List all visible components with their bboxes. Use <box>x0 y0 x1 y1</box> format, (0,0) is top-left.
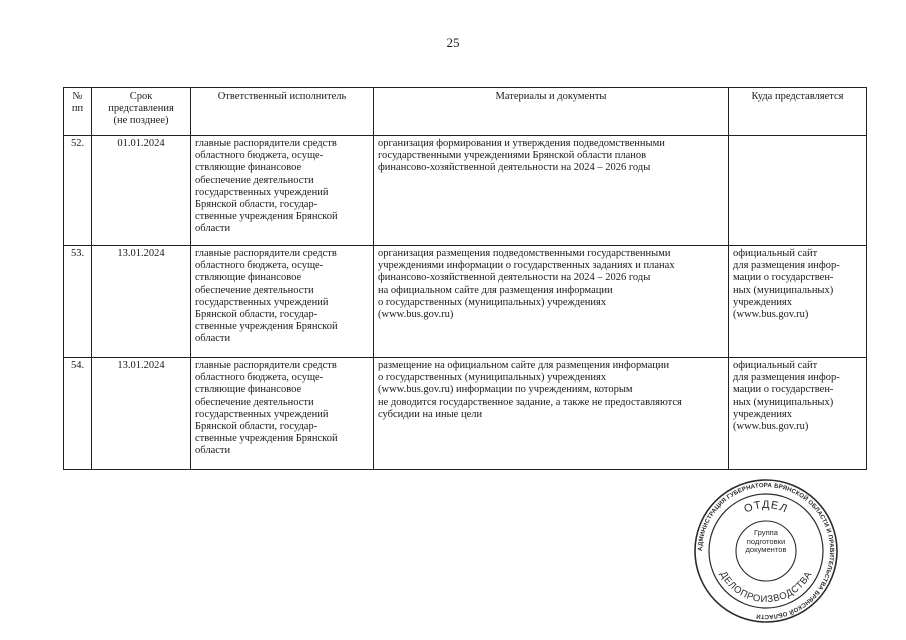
row-deadline: 01.01.2024 <box>92 136 191 246</box>
row-destination-line: для размещения инфор- <box>733 260 840 272</box>
row-deadline: 13.01.2024 <box>92 358 191 470</box>
row-executor-line: главные распорядители средств <box>195 360 337 371</box>
row-destination-line: (www.bus.gov.ru) <box>733 421 809 433</box>
row-materials-line: о государственных (муниципальных) учреждениях <box>378 296 607 308</box>
row-destination-line: ных (муниципальных) <box>733 284 834 296</box>
header-num: № пп <box>64 88 92 136</box>
row-materials-line: организация размещения подведомственными государственными <box>378 248 671 259</box>
row-number: 54. <box>64 358 92 470</box>
row-destination-line: официальный сайт <box>733 248 818 259</box>
row-materials-line: государственными учреждениями Брянской области планов <box>378 150 647 162</box>
row-executor-line: обеспечение деятельности <box>195 174 314 186</box>
row-materials-line: организация формирования и утверждения подведомственными <box>378 138 665 149</box>
row-deadline: 13.01.2024 <box>92 246 191 358</box>
row-destination-line: (www.bus.gov.ru) <box>733 309 809 321</box>
row-executor-line: области <box>195 445 231 457</box>
row-executor-line: государственных учреждений <box>195 408 329 420</box>
row-materials-line: не доводится государственное задание, а также не предоставляются <box>378 396 682 408</box>
svg-text:ОТДЕЛ <box>742 499 789 516</box>
row-executor-line: Брянской области, государ- <box>195 199 318 211</box>
header-executor: Ответственный исполнитель <box>191 88 374 136</box>
table-row <box>64 358 867 470</box>
row-executor-line: областного бюджета, осуще- <box>195 150 324 162</box>
row-executor-line: Брянской области, государ- <box>195 309 318 321</box>
row-executor-line: обеспечение деятельности <box>195 284 314 296</box>
department-stamp <box>693 478 839 624</box>
row-executor-line: ственные учреждения Брянской <box>195 321 338 333</box>
table-row <box>64 136 867 246</box>
row-destination-line: для размещения инфор- <box>733 372 840 384</box>
row-destination <box>729 358 867 470</box>
row-executor-line: Брянской области, государ- <box>195 421 318 433</box>
stamp-outer-ring-text: АДМИНИСТРАЦИЯ ГУБЕРНАТОРА БРЯНСКОЙ ОБЛАСТИ И ПРАВИТЕЛЬСТВА БРЯНСКОЙ ОБЛАСТИ <box>696 481 836 621</box>
row-number: 52. <box>64 136 92 246</box>
row-executor-line: ствляющие финансовое <box>195 162 302 174</box>
row-destination-line: официальный сайт <box>733 360 818 371</box>
row-destination-line: ных (муниципальных) <box>733 396 834 408</box>
row-executor <box>191 358 374 470</box>
row-executor-line: ствляющие финансовое <box>195 272 302 284</box>
document-table <box>63 87 867 470</box>
row-executor-line: ственные учреждения Брянской <box>195 433 338 445</box>
row-materials-line: финансово-хозяйственной деятельности на 2024 – 2026 годы <box>378 272 651 284</box>
row-executor-line: главные распорядители средств <box>195 248 337 259</box>
row-materials <box>374 136 729 246</box>
row-materials-line: размещение на официальном сайте для размещения информации <box>378 360 670 371</box>
row-executor-line: области <box>195 223 231 235</box>
table-header-row <box>64 88 867 136</box>
table-row <box>64 246 867 358</box>
row-destination-line: учреждениях <box>733 408 793 420</box>
row-destination-line: мации о государствен- <box>733 272 834 284</box>
row-materials-line: (www.bus.gov.ru) <box>378 309 454 321</box>
row-materials-line: (www.bus.gov.ru) информации по учреждениям, которым <box>378 384 633 396</box>
row-destination-line: учреждениях <box>733 296 793 308</box>
row-destination-line: мации о государствен- <box>733 384 834 396</box>
row-executor-line: областного бюджета, осуще- <box>195 260 324 272</box>
row-materials-line: учреждениями информации о государственных заданиях и планах <box>378 260 675 272</box>
header-destination: Куда представляется <box>729 88 867 136</box>
row-executor <box>191 136 374 246</box>
row-materials-line: субсидии на иные цели <box>378 408 483 420</box>
row-materials-line: о государственных (муниципальных) учреждениях <box>378 372 607 384</box>
stamp-bottom-word: ДЕЛОПРОИЗВОДСТВА <box>717 569 815 606</box>
row-executor-line: государственных учреждений <box>195 296 329 308</box>
row-executor-line: главные распорядители средств <box>195 138 337 149</box>
row-materials <box>374 246 729 358</box>
row-executor <box>191 246 374 358</box>
svg-text:ДЕЛОПРОИЗВОДСТВА <box>718 570 815 606</box>
header-materials: Материалы и документы <box>374 88 729 136</box>
row-executor-line: государственных учреждений <box>195 186 329 198</box>
row-destination <box>729 136 867 246</box>
row-executor-line: ствляющие финансовое <box>195 384 302 396</box>
header-date: Срок представления (не позднее) <box>92 88 191 136</box>
row-executor-line: обеспечение деятельности <box>195 396 314 408</box>
row-materials-line: на официальном сайте для размещения информации <box>378 284 613 296</box>
row-executor-line: области <box>195 333 231 345</box>
row-materials-line: финансово-хозяйственной деятельности на 2024 – 2026 годы <box>378 162 651 174</box>
row-executor-line: ственные учреждения Брянской <box>195 211 338 223</box>
row-materials <box>374 358 729 470</box>
page-number: 25 <box>446 35 460 50</box>
row-executor-line: областного бюджета, осуще- <box>195 372 324 384</box>
stamp-center-text: Группа подготовки документов <box>745 528 787 555</box>
row-destination <box>729 246 867 358</box>
stamp-top-word: ОТДЕЛ <box>742 498 790 516</box>
row-number: 53. <box>64 246 92 358</box>
